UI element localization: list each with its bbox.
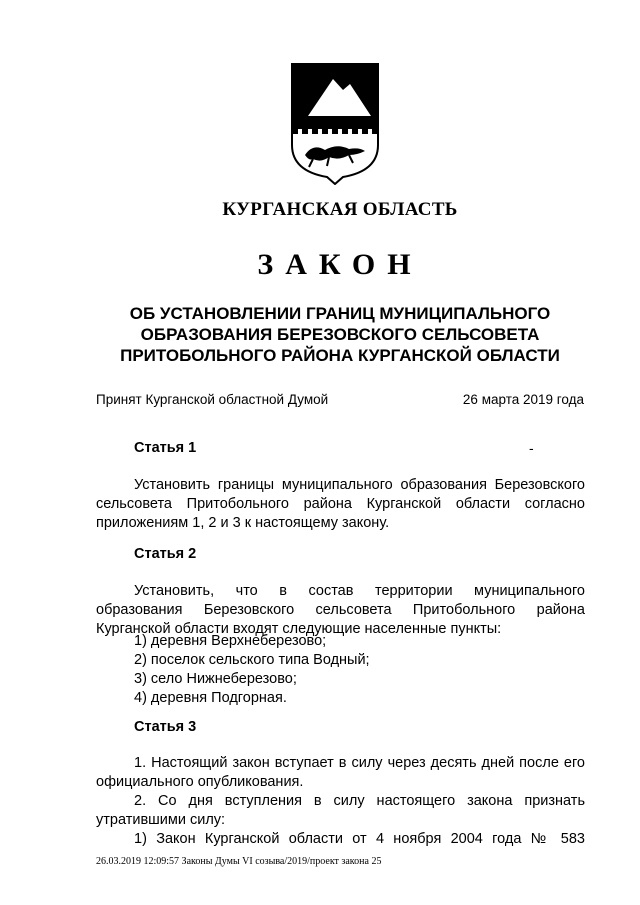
article-3-paragraph-2: 2. Со дня вступления в силу настоящего закона признать утратившими силу: xyxy=(96,793,585,828)
law-title-line: ОБРАЗОВАНИЯ БЕРЕЗОВСКОГО СЕЛЬСОВЕТА xyxy=(140,325,540,344)
article-2-text: Установить, что в состав территории муниципального образования Березовского сельсовета Притобольного района Курганской области входят следующие населенные пункты: xyxy=(96,583,585,637)
settlement-list-item: 4) деревня Подгорная. xyxy=(134,690,287,706)
adoption-date: 26 марта 2019 года xyxy=(462,392,584,407)
document-type: ЗАКОН xyxy=(257,248,423,281)
settlement-list-item: 3) село Нижнеберезово; xyxy=(134,671,297,687)
article-1-heading: Статья 1 xyxy=(134,440,197,456)
article-3-heading: Статья 3 xyxy=(134,719,197,735)
article-3-paragraph-3: 1) Закон Курганской области от 4 ноября 2004 года № 583 xyxy=(134,831,585,847)
coat-of-arms-icon xyxy=(291,63,379,185)
law-title xyxy=(60,303,620,366)
settlement-list-item: 1) деревня Верхнеберезово; xyxy=(134,633,327,649)
law-title-line: ОБ УСТАНОВЛЕНИИ ГРАНИЦ МУНИЦИПАЛЬНОГО xyxy=(129,304,551,323)
margin-mark: - xyxy=(529,440,534,456)
document-footer: 26.03.2019 12:09:57 Законы Думы VI созыва/2019/проект закона 25 xyxy=(96,856,382,867)
article-1-text: Установить границы муниципального образования Березовского сельсовета Притобольного района Курганской области согласно приложениям 1, 2 и 3 к настоящему закону. xyxy=(96,477,585,531)
article-2-heading: Статья 2 xyxy=(134,546,197,562)
article-3-paragraph-1: 1. Настоящий закон вступает в силу через десять дней после его официального опубликования. xyxy=(96,755,585,790)
region-name: КУРГАНСКАЯ ОБЛАСТЬ xyxy=(222,199,458,220)
law-title-line: ПРИТОБОЛЬНОГО РАЙОНА КУРГАНСКОЙ ОБЛАСТИ xyxy=(120,346,560,365)
settlement-list-item: 2) поселок сельского типа Водный; xyxy=(134,652,370,668)
adopted-by: Принят Курганской областной Думой xyxy=(96,392,329,407)
